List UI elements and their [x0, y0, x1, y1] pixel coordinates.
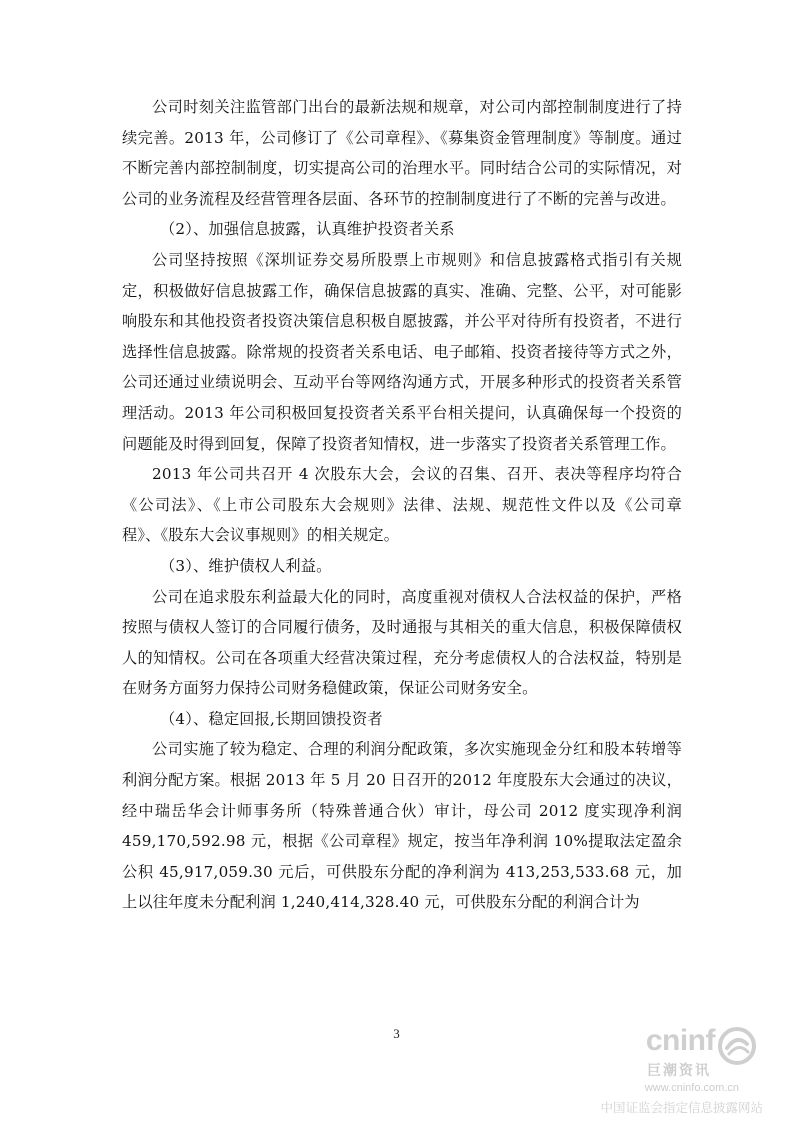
- watermark-url: www.cninfo.com.cn: [644, 1082, 739, 1094]
- document-body: [122, 92, 682, 918]
- paragraph-shareholder-meetings: 2013 年公司共召开 4 次股东大会，会议的召集、召开、表决等程序均符合《公司法》、《上市公司股东大会规则》法律、法规、规范性文件以及《公司章程》、《股东大会议事规则》的相关规定。: [122, 465, 682, 545]
- paragraph-creditor-protection: 公司在追求股东利益最大化的同时，高度重视对债权人合法权益的保护，严格按照与债权人签订的合同履行债务，及时通报与其相关的重大信息，积极保障债权人的知情权。公司在各项重大经营决策过程，充分考虑债权人的合法权益，特别是在财务方面努力保持公司财务稳健政策，保证公司财务安全。: [122, 587, 682, 698]
- watermark-logo: [603, 1022, 763, 1064]
- paragraph-profit-distribution: 公司实施了较为稳定、合理的利润分配政策，多次实施现金分红和股本转增等利润分配方案。根据 2013 年 5 月 20 日召开的2012 年度股东大会通过的决议，经中瑞岳华会计师事务所（特殊普通合伙）审计，母公司 2012 度实现净利润459,170,592.98 元，根据《公司章程》规定，按当年净利润 10%提取法定盈余公积 45,917,059.30 元后，可供股东分配的净利润为 413,253,533.68 元，加上以往年度未分配利润 1,240,414,328.40 元，可供股东分配的利润合计为: [122, 740, 682, 912]
- cninfo-logo-icon: [717, 1026, 757, 1066]
- watermark-brand: 巨潮资讯: [647, 1063, 711, 1079]
- page-number: 3: [393, 1026, 400, 1041]
- watermark-tagline: 中国证监会指定信息披露网站: [600, 1100, 763, 1115]
- heading-stable-returns: （4）、稳定回报,长期回馈投资者: [160, 709, 383, 728]
- paragraph-disclosure-policy: 公司坚持按照《深圳证券交易所股票上市规则》和信息披露格式指引有关规定，积极做好信息披露工作，确保信息披露的真实、准确、完整、公平，对可能影响股东和其他投资者投资决策信息积极自愿披露，并公平对待所有投资者，不进行选择性信息披露。除常规的投资者关系电话、电子邮箱、投资者接待等方式之外，公司还通过业绩说明会、互动平台等网络沟通方式，开展多种形式的投资者关系管理活动。2013 年公司积极回复投资者关系平台相关提问，认真确保每一个投资的问题能及时得到回复，保障了投资者知情权，进一步落实了投资者关系管理工作。: [122, 250, 682, 453]
- watermark-logo-text: cninf: [645, 1024, 715, 1057]
- cninfo-watermark: [563, 1022, 763, 1114]
- heading-information-disclosure: （2）、加强信息披露，认真维护投资者关系: [160, 220, 455, 239]
- heading-creditor-interests: （3）、维护债权人利益。: [160, 556, 332, 575]
- paragraph-internal-control: 公司时刻关注监管部门出台的最新法规和规章，对公司内部控制制度进行了持续完善。2013 年，公司修订了《公司章程》、《募集资金管理制度》等制度。通过不断完善内部控制制度，切实提高公司的治理水平。同时结合公司的实际情况，对公司的业务流程及经营管理各层面、各环节的控制制度进行了不断的完善与改进。: [122, 98, 682, 208]
